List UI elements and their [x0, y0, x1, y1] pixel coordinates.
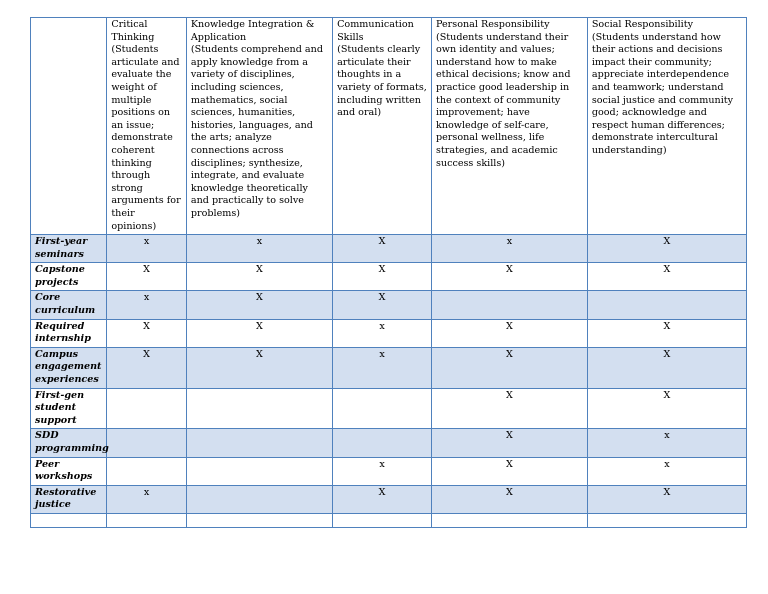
mark-cell: X — [431, 429, 587, 457]
mark-cell — [186, 388, 332, 429]
mark-cell: X — [431, 263, 587, 291]
empty-cell — [107, 513, 187, 527]
mark-cell: X — [107, 347, 187, 388]
empty-row — [31, 513, 747, 527]
table-row — [31, 388, 747, 429]
row-label: Core curriculum — [31, 291, 107, 319]
mark-cell: x — [333, 347, 432, 388]
mark-cell: x — [587, 457, 746, 485]
mark-cell: X — [186, 347, 332, 388]
table-row — [31, 263, 747, 291]
mark-cell: X — [587, 485, 746, 513]
header-title: Knowledge Integration & Application — [190, 19, 315, 43]
empty-cell — [333, 513, 432, 527]
mark-cell: X — [587, 235, 746, 263]
mark-cell: x — [333, 319, 432, 347]
mark-cell: X — [333, 291, 432, 319]
mark-cell — [333, 388, 432, 429]
header-personal-responsibility — [431, 18, 587, 235]
mark-cell: X — [587, 347, 746, 388]
mark-cell: x — [186, 235, 332, 263]
header-description: (Students articulate and evaluate the weight of multiple positions on an issue; demonstrate coherent thinking through strong arguments for their opinions) — [111, 44, 181, 232]
mark-cell: X — [431, 347, 587, 388]
mark-cell — [107, 388, 187, 429]
header-title: Communication Skills — [337, 19, 414, 43]
row-label: First-gen student support — [31, 388, 107, 429]
mark-cell: X — [186, 319, 332, 347]
header-communication-skills — [333, 18, 432, 235]
matrix-body — [31, 235, 747, 528]
mark-cell: X — [431, 319, 587, 347]
mark-cell: X — [333, 263, 432, 291]
header-description: (Students clearly articulate their thoughts in a variety of formats, including written and oral) — [337, 44, 427, 119]
mark-cell: x — [431, 235, 587, 263]
header-social-responsibility — [587, 18, 746, 235]
mark-cell: X — [107, 319, 187, 347]
empty-cell — [186, 513, 332, 527]
header-knowledge-integration — [186, 18, 332, 235]
table-row — [31, 429, 747, 457]
mark-cell: X — [186, 291, 332, 319]
mark-cell: X — [587, 263, 746, 291]
mark-cell: X — [431, 388, 587, 429]
mark-cell — [186, 429, 332, 457]
row-label: Required internship — [31, 319, 107, 347]
header-row — [31, 18, 747, 235]
table-row — [31, 319, 747, 347]
empty-cell — [431, 513, 587, 527]
mark-cell: x — [587, 429, 746, 457]
header-title: Social Responsibility — [591, 19, 694, 30]
row-label: First-year seminars — [31, 235, 107, 263]
header-description: (Students understand their own identity and values; understand how to make ethical decisions; know and practice good leadership in the context of community improvement; have knowledge of self-care, personal wellness, life strategies, and academic success skills) — [435, 31, 571, 169]
header-title: Critical Thinking — [111, 19, 155, 43]
mark-cell: x — [107, 291, 187, 319]
mark-cell — [186, 457, 332, 485]
mark-cell — [107, 429, 187, 457]
outcomes-matrix-table — [30, 17, 747, 528]
row-label: Campus engagement experiences — [31, 347, 107, 388]
table-row — [31, 347, 747, 388]
mark-cell: X — [587, 319, 746, 347]
mark-cell — [186, 485, 332, 513]
table-row — [31, 485, 747, 513]
mark-cell — [587, 291, 746, 319]
empty-cell — [587, 513, 746, 527]
row-label: Capstone projects — [31, 263, 107, 291]
table-row — [31, 291, 747, 319]
row-label: Peer workshops — [31, 457, 107, 485]
mark-cell: X — [186, 263, 332, 291]
mark-cell: X — [107, 263, 187, 291]
mark-cell: X — [333, 235, 432, 263]
row-label: Restorative justice — [31, 485, 107, 513]
mark-cell: X — [431, 457, 587, 485]
mark-cell: x — [107, 485, 187, 513]
mark-cell: X — [587, 388, 746, 429]
header-corner-cell — [31, 18, 107, 235]
mark-cell — [107, 457, 187, 485]
table-row — [31, 457, 747, 485]
table-row — [31, 235, 747, 263]
mark-cell: x — [333, 457, 432, 485]
row-label: SDD programming — [31, 429, 107, 457]
header-title: Personal Responsibility — [435, 19, 550, 30]
empty-cell — [31, 513, 107, 527]
header-description: (Students understand how their actions and decisions impact their community; appreciate interdependence and teamwork; understand social justice and community good; acknowledge and respect human differences; demonstrate intercultural understanding) — [591, 31, 734, 156]
mark-cell — [333, 429, 432, 457]
mark-cell: X — [431, 485, 587, 513]
header-critical-thinking — [107, 18, 187, 235]
mark-cell — [431, 291, 587, 319]
header-description: (Students comprehend and apply knowledge from a variety of disciplines, including sciences, mathematics, social sciences, humanities, histories, languages, and the arts; analyze connections across disciplines; synthesize, integrate, and evaluate knowledge theoretically and practically to solve problems) — [190, 44, 323, 219]
mark-cell: X — [333, 485, 432, 513]
mark-cell: x — [107, 235, 187, 263]
